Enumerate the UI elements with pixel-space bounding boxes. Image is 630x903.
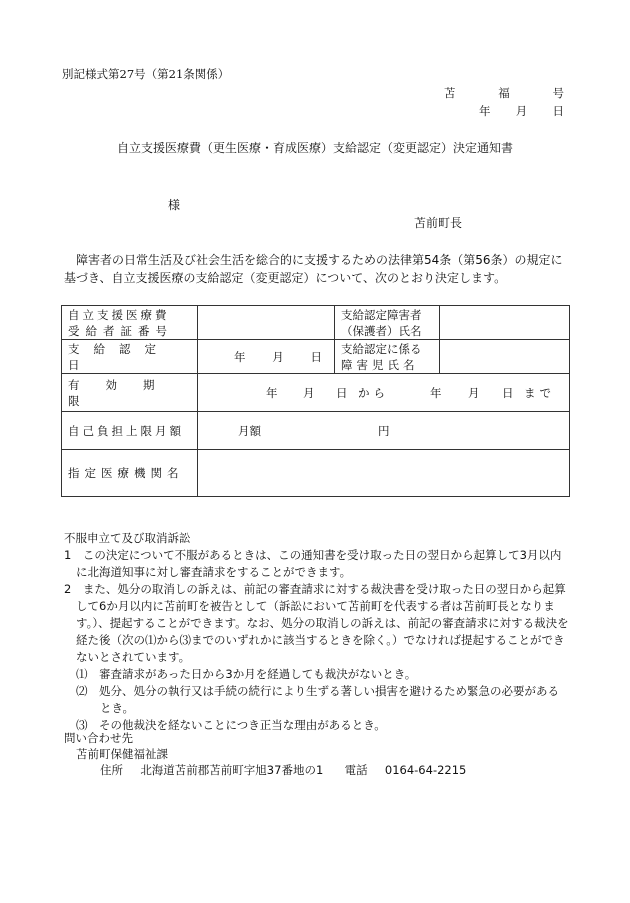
cert-date-day: 日: [310, 349, 322, 364]
copay-limit-unit: 円: [378, 423, 390, 438]
child-label-line2: 障害児氏名: [341, 357, 419, 372]
address-label: 住所: [100, 763, 123, 777]
table-row: [62, 306, 570, 340]
document-title: 自立支援医療費（更生医療・育成医療）支給認定（変更認定）決定通知書: [116, 141, 513, 155]
cert-date-year: 年: [234, 349, 246, 364]
address-value: 北海道苫前郡苫前町字旭37番地の1: [140, 763, 324, 777]
doc-number-middle: 福: [498, 86, 510, 100]
notes-heading: 不服申立て及び取消訴訟: [64, 531, 191, 545]
contact-address-line: [64, 762, 466, 778]
contact-heading: 問い合わせ先: [64, 731, 133, 745]
cert-label-line1: 自立支援医療費: [68, 307, 170, 322]
period-to-month: 月: [468, 385, 480, 400]
cert-number-value[interactable]: [198, 306, 335, 340]
period-to-made: まで: [524, 385, 555, 400]
guardian-label-line2: （保護者）氏名: [341, 323, 422, 338]
cert-label-line2: 受給者証番号: [68, 323, 173, 338]
facility-value[interactable]: [198, 450, 570, 497]
notes-sub-3: ⑶ その他裁決を経ないことにつき正当な理由があるとき。: [76, 718, 386, 732]
appeal-notes: [64, 530, 570, 734]
body-paragraph: 障害者の日常生活及び社会生活を総合的に支援するための法律第54条（第56条）の規定に基づき、自立支援医療の支給認定（変更認定）について、次のとおり決定します。: [64, 253, 563, 285]
guardian-name-value[interactable]: [440, 306, 570, 340]
form-id: 別記様式第27号（第21条関係）: [62, 67, 230, 81]
issuer: 苫前町長: [414, 216, 463, 230]
period-from-kara: から: [358, 385, 389, 400]
cert-date-month: 月: [272, 349, 284, 364]
doc-date-month: 月: [515, 104, 528, 118]
period-from-month: 月: [303, 385, 315, 400]
guardian-name-label: [335, 306, 440, 340]
table-row: [62, 450, 570, 497]
period-to-year: 年: [430, 385, 442, 400]
validity-period-label: [62, 374, 198, 412]
document-date: [479, 103, 564, 119]
validity-period-label-text: 有効期限: [68, 377, 181, 408]
cert-date-label: [62, 340, 198, 374]
certification-table: [61, 305, 570, 497]
table-row: [62, 374, 570, 412]
phone-value: 0164-64-2215: [384, 763, 467, 777]
contact-block: [64, 730, 466, 778]
recipient-suffix: 様: [168, 198, 181, 212]
doc-date-year: 年: [479, 104, 491, 118]
doc-number-suffix: 号: [552, 86, 564, 100]
copay-limit-value[interactable]: [198, 412, 570, 450]
notes-item-1: 1 この決定について不服があるときは、この通知書を受け取った日の翌日から起算して3月以内に北海道知事に対し審査請求をすることができます。: [64, 548, 562, 579]
child-name-label: [335, 340, 440, 374]
facility-label: [62, 450, 198, 497]
phone-label: 電話: [344, 763, 368, 777]
copay-limit-label-text: 自己負担上限月額: [68, 423, 184, 438]
child-name-value[interactable]: [440, 340, 570, 374]
contact-department: 苫前町保健福祉課: [76, 747, 168, 761]
cert-date-label-text: 支給認定日: [68, 341, 170, 372]
period-from-year: 年: [266, 385, 278, 400]
notes-sub-1: ⑴ 審査請求があった日から3か月を経過しても裁決がないとき。: [76, 667, 417, 681]
doc-date-day: 日: [552, 104, 564, 118]
period-to-day: 日: [502, 385, 514, 400]
cert-number-label: [62, 306, 198, 340]
copay-limit-prefix: 月額: [238, 423, 261, 438]
table-row: [62, 412, 570, 450]
table-row: [62, 340, 570, 374]
document-number: [444, 85, 564, 101]
copay-limit-label: [62, 412, 198, 450]
facility-label-text: 指定医療機関名: [68, 466, 184, 480]
notes-sub-2: ⑵ 処分、処分の執行又は手続の続行により生ずる著しい損害を避けるため緊急の必要があるとき。: [76, 684, 559, 715]
validity-period-value[interactable]: [198, 374, 570, 412]
cert-date-value[interactable]: [198, 340, 335, 374]
doc-number-prefix: 苫: [444, 86, 456, 100]
notes-item-2: 2 また、処分の取消しの訴えは、前記の審査請求に対する裁決書を受け取った日の翌日から起算して6か月以内に苫前町を被告として（訴訟において苫前町を代表する者は苫前町長となります。）、提起することができます。なお、処分の取消しの訴えは、前記の審査請求に対する裁決を経た後（次の⑴から⑶までのいずれかに該当するときを除く。）でなければ提起することができないとされています。: [64, 582, 569, 664]
guardian-label-line1: 支給認定障害者: [341, 307, 422, 322]
child-label-line1: 支給認定に係る: [341, 341, 422, 356]
period-from-day: 日: [336, 385, 348, 400]
